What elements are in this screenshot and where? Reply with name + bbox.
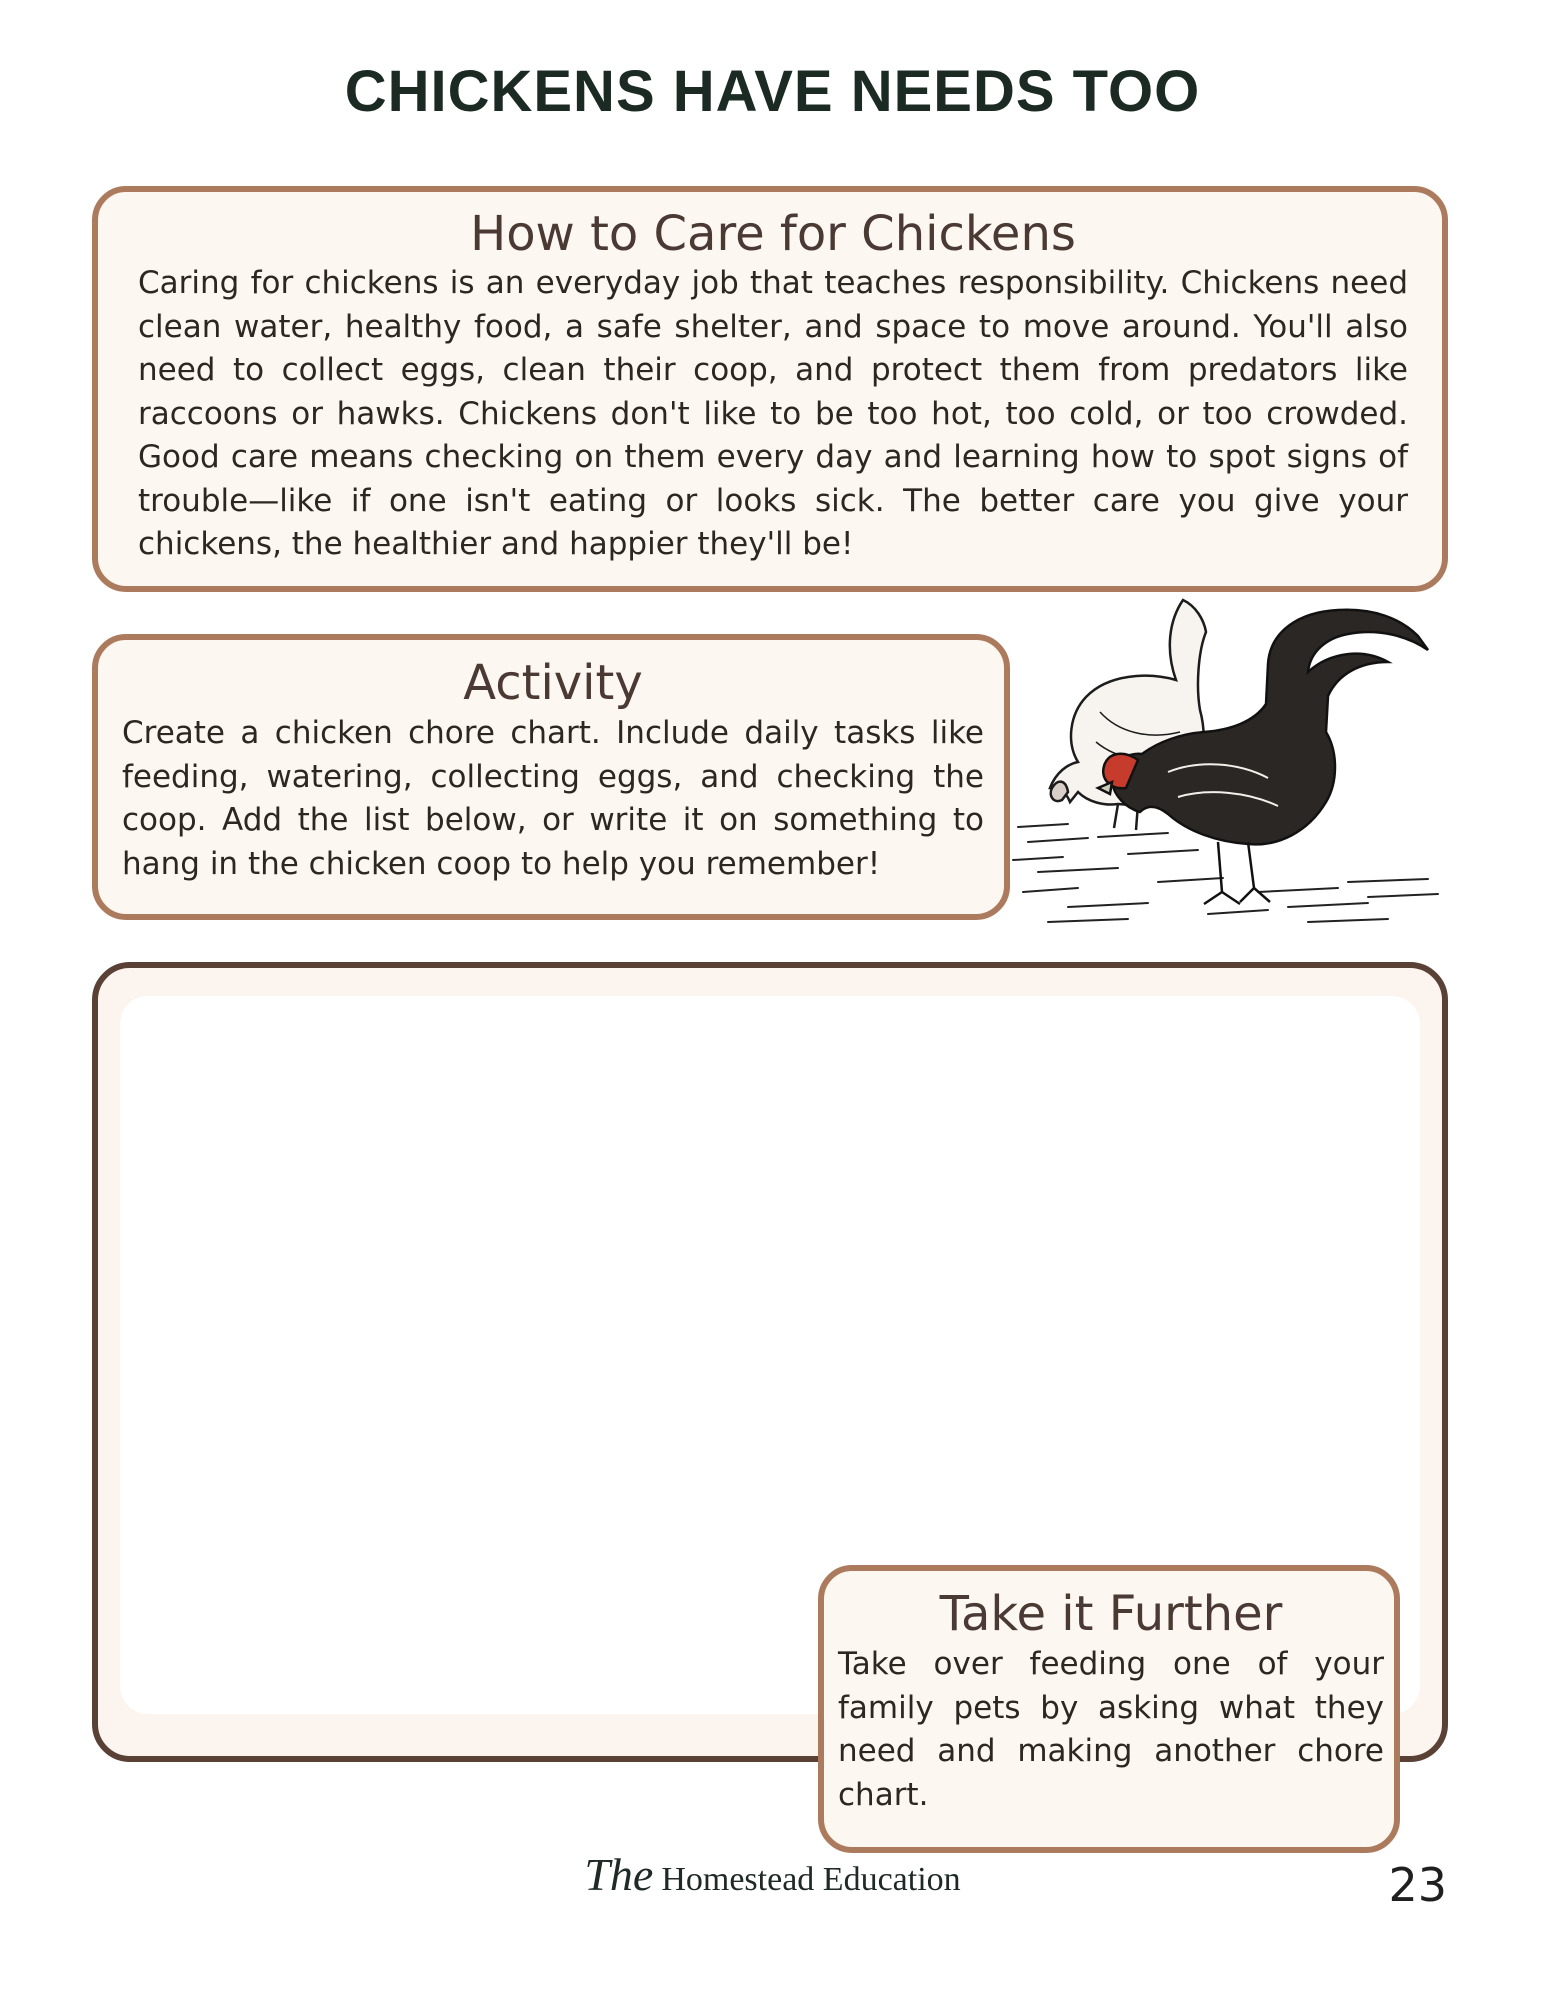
activity-heading: Activity xyxy=(463,655,643,711)
take-it-further-card xyxy=(818,1565,1400,1853)
chicken-illustration xyxy=(1008,592,1458,940)
care-body: Caring for chickens is an everyday job that teaches responsibility. Chickens need clean water, healthy food, a safe shelter, and space to move around. You'll also need to collect eggs, clean their coop, and protect them from predators like raccoons or hawks. Chickens don't like to be too hot, too cold, or too crowded. Good care means checking on them every day and learning how to spot signs of trouble—like if one isn't eating or looks sick. The better care you give your chickens, the healthier and happier they'll be! xyxy=(138,265,1408,562)
further-body: Take over feeding one of your family pets by asking what they need and making another chore chart. xyxy=(838,1646,1384,1813)
care-heading: How to Care for Chickens xyxy=(470,206,1076,262)
brand-script: The xyxy=(584,1849,654,1900)
brand-name: Homestead Education xyxy=(661,1861,961,1898)
activity-body: Create a chicken chore chart. Include daily tasks like feeding, watering, collecting eggs, and checking the coop. Add the list below, or write it on something to hang in the chicken coop to help you remember! xyxy=(122,715,984,882)
care-info-card xyxy=(92,186,1448,592)
activity-card xyxy=(92,634,1010,920)
footer-brand xyxy=(0,1848,1545,1901)
page-title: CHICKENS HAVE NEEDS TOO xyxy=(344,59,1201,124)
page-number: 23 xyxy=(1388,1858,1447,1912)
rooster-figure xyxy=(1098,610,1428,904)
further-heading: Take it Further xyxy=(939,1586,1283,1642)
